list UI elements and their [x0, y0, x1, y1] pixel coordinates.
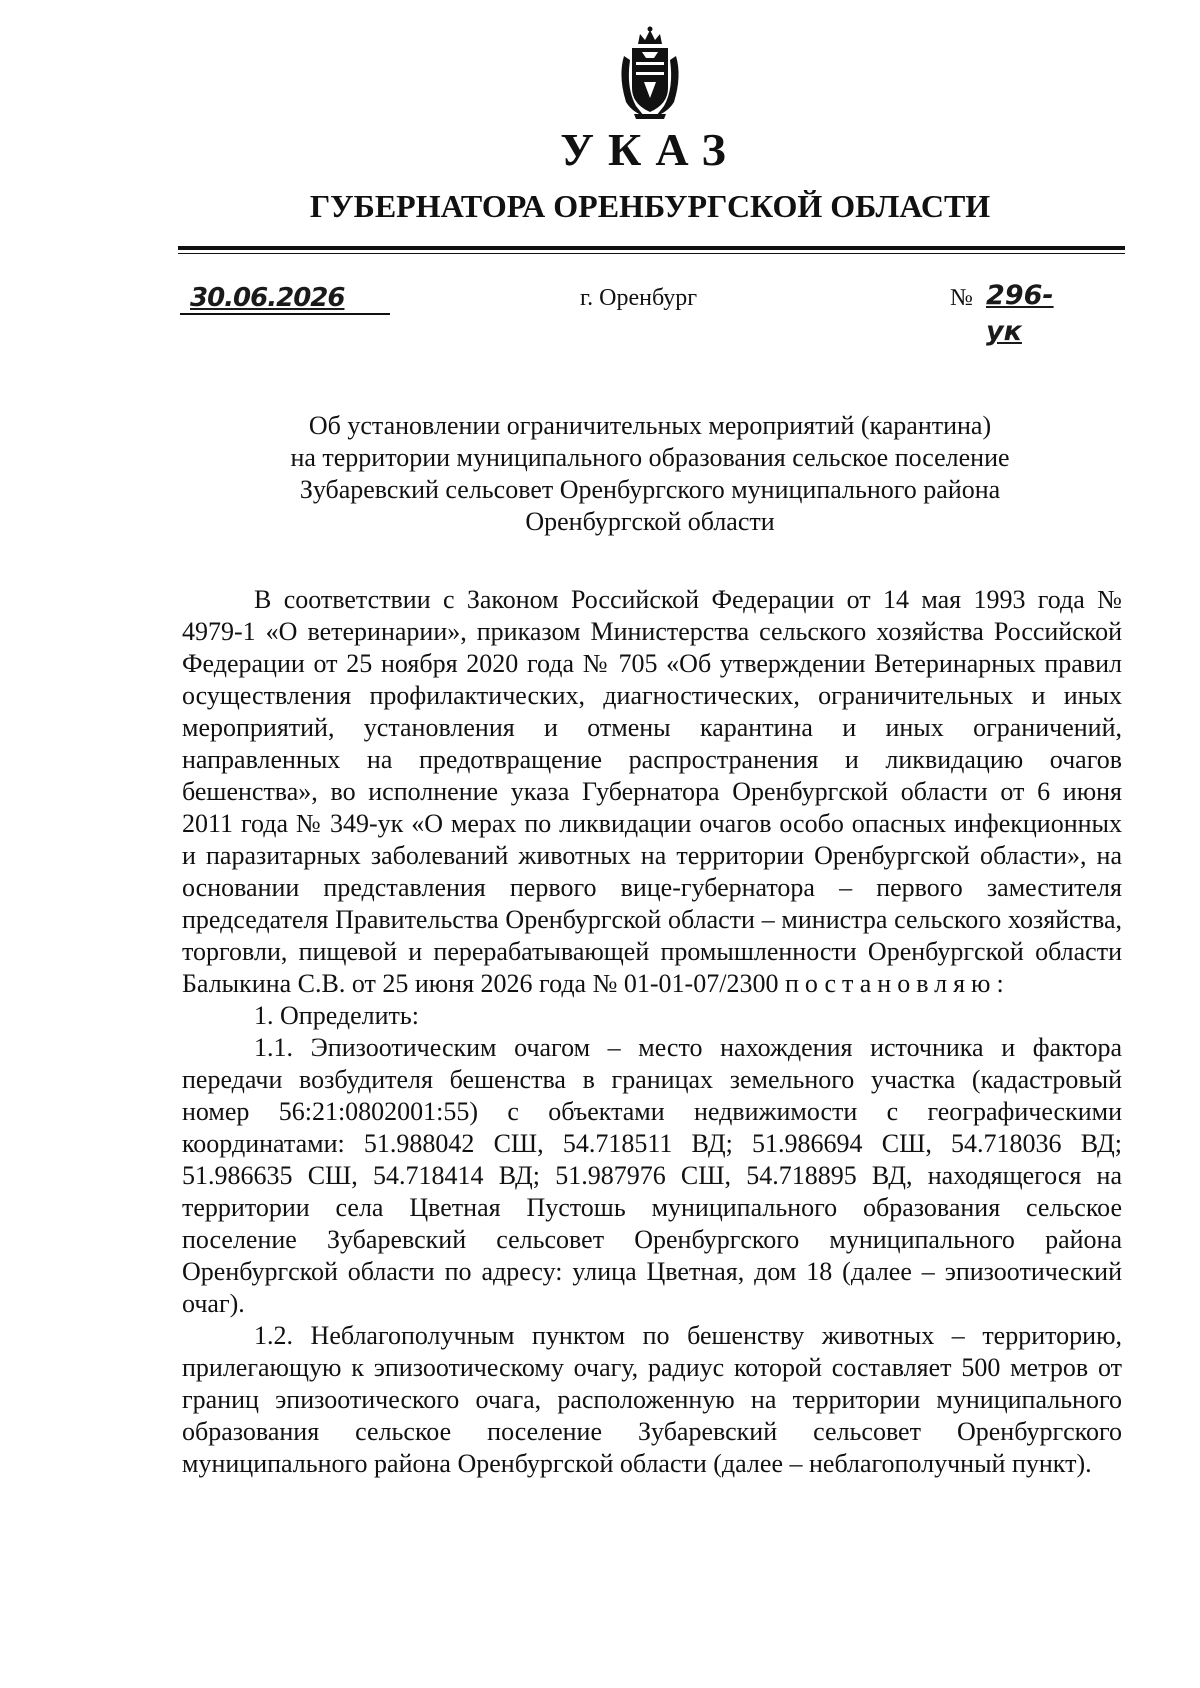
document-place: г. Оренбург — [580, 285, 698, 311]
issuer-title: ГУБЕРНАТОРА ОРЕНБУРГСКОЙ ОБЛАСТИ — [309, 188, 991, 224]
coat-of-arms-icon — [614, 26, 686, 120]
preamble-paragraph — [182, 584, 1122, 1000]
document-body — [182, 584, 1122, 1480]
title-line: Зубаревский сельсовет Оренбургского муниципального района — [299, 475, 1001, 504]
title-line: Об установлении ограничительных мероприятий (карантина) — [308, 411, 992, 440]
number-value: 296-ук — [986, 280, 1054, 347]
title-line: Оренбургской области — [525, 507, 775, 536]
title-line: на территории муниципального образования сельское поселение — [290, 443, 1010, 472]
date-underline — [180, 313, 390, 315]
document-date — [180, 280, 390, 320]
preamble-text: В соответствии с Законом Российской Федерации от 14 мая 1993 года № 4979-1 «О ветеринарии», приказом Министерства сельского хозяйства Российской Федерации от 25 ноября 2020 года № 705 «Об утверждении Ветеринарных правил осуществления профилактических, диагностических, ограничительных и иных мероприятий, установления и отмены карантина и иных ограничений, направленных на предотвращение распространения и ликвидацию очагов бешенства», во исполнение указа Губернатора Оренбургской области от 6 июня 2011 года № 349-ук «О мерах по ликвидации очагов особо опасных инфекционных и паразитарных заболеваний животных на территории Оренбургской области», на основании представления первого вице-губернатора – первого заместителя председателя Правительства Оренбургской области – министра сельского хозяйства, торговли, пищевой и перерабатывающей промышленности Оренбургской области Балыкина С.В. от 25 июня 2026 года № 01-01-07/2300 — [182, 585, 1122, 998]
clause-1-1: 1.1. Эпизоотическим очагом – место нахождения источника и фактора передачи возбудителя бешенства в границах земельного участка (кадастровый номер 56:21:0802001:55) с объектами недвижимости с географическими координатами: 51.988042 СШ, 54.718511 ВД; 51.986694 СШ, 54.718036 ВД; 51.986635 СШ, 54.718414 ВД; 51.987976 СШ, 54.718895 ВД, находящегося на территории села Цветная Пустошь муниципального образования сельское поселение Зубаревский сельсовет Оренбургского муниципального района Оренбургской области по адресу: улица Цветная, дом 18 (далее – эпизоотический очаг). — [182, 1033, 1122, 1318]
clause-1: 1. Определить: — [254, 1001, 419, 1030]
decree-word: постановляю: — [784, 969, 1010, 998]
clause-1-2: 1.2. Неблагополучным пунктом по бешенству животных – территорию, прилегающую к эпизоотическому очагу, радиус которой составляет 500 метров от границ эпизоотического очага, расположенную на территории муниципального образования сельское поселение Зубаревский сельсовет Оренбургского муниципального района Оренбургской области (далее – неблагополучный пункт). — [182, 1321, 1122, 1478]
header-divider — [178, 246, 1125, 250]
date-value: 30.06.2026 — [190, 283, 345, 313]
document-type: УКАЗ — [560, 124, 740, 175]
number-sign: № — [950, 285, 973, 311]
header-divider-thin — [178, 253, 1125, 254]
document-title — [180, 410, 1120, 538]
